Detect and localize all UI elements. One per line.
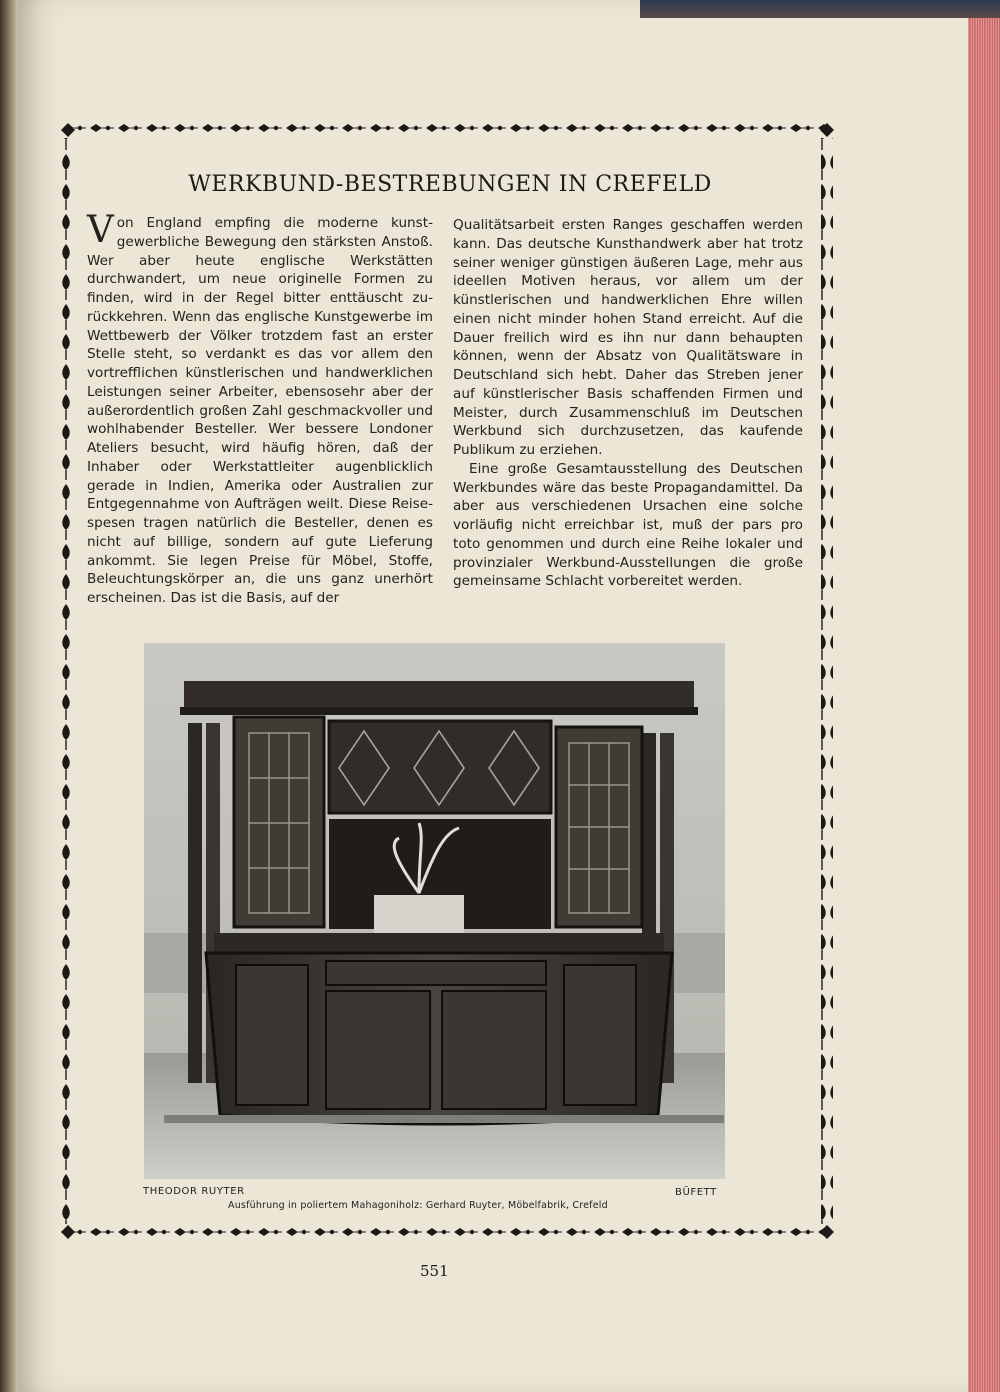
text-column-left [87, 208, 433, 608]
paragraph-left: on England empfing die moderne kunstgewerbliche Bewegung den stärksten Anstoß. Wer aber heute englische Werkstätten durchwandert, um neue originelle Formen zu finden, wird in der Regel bitter enttäuscht zurückkehren. Wenn das englische Kunstgewerbe im Wettbewerb der Völker trotzdem fast an erster Stelle steht, so verdankt es das vor allem den vortrefflichen künstlerischen und handwerklichen Leistungen seiner Arbeiter, ebensosehr aber der außerordentlich großen Zahl geschmackvoller und wohlhabender Besteller. Wer bessere Londoner Ateliers besucht, wird häufig hören, daß der Inhaber oder Werkstattleiter augenblicklich gerade in Indien, Amerika oder Australien zur Entgegennahme von Aufträgen weilt. Diese Reisespesen tragen natürlich die Besteller, denen es nicht auf billige, sondern auf gute Lieferung ankommt. Sie legen Preise für Möbel, Stoffe, Beleuchtungskörper an, die uns ganz unerhört erscheinen. Das ist die Basis, auf der [87, 215, 433, 606]
text-column-right [453, 216, 803, 591]
caption-detail: Ausführung in poliertem Mahagoniholz: Gerhard Ruyter, Möbelfabrik, Crefeld [228, 1200, 608, 1211]
caption-artist: THEODOR RUYTER [143, 1186, 245, 1197]
sideboard-photo [144, 643, 725, 1179]
page-edges [968, 0, 1000, 1392]
drop-cap: V [87, 208, 114, 251]
page-number: 551 [420, 1262, 449, 1280]
book-cover-edge [640, 0, 1000, 18]
article-title: WERKBUND-BESTREBUNGEN IN CREFELD [188, 172, 712, 197]
paragraph-right-2: Eine große Gesamtausstellung des Deutschen Werkbundes wäre das beste Propagandamittel. Da aber aus verschiedenen Ursachen eine solche vorläufig nicht erreichbar ist, muß der pars pro toto genommen und durch eine Reihe lokaler und provinzialer Werkbund-Ausstellungen die große gemeinsame Schlacht vorbereitet werden. [453, 460, 803, 590]
paragraph-right-1: Qualitätsarbeit ersten Ranges geschaffen werden kann. Das deutsche Kunsthandwerk aber hat trotz seiner weniger günstigen äußeren Lage, mehr aus ideellen Motiven heraus, vor allem um der künstlerischen und handwerklichen Ehre willen einen nicht minder hohen Stand erreicht. Auf die Dauer freilich wird es ihn nur dann behaupten können, wenn der Absatz von Qualitätsware in Deutschland sich hebt. Daher das Streben jener auf künstlerischer Basis schaffenden Firmen und Meister, durch Zusammenschluß im Deutschen Werkbund sich durchzusetzen, das kaufende Publikum zu erziehen. [453, 217, 803, 458]
caption-object: BÜFETT [675, 1187, 717, 1198]
